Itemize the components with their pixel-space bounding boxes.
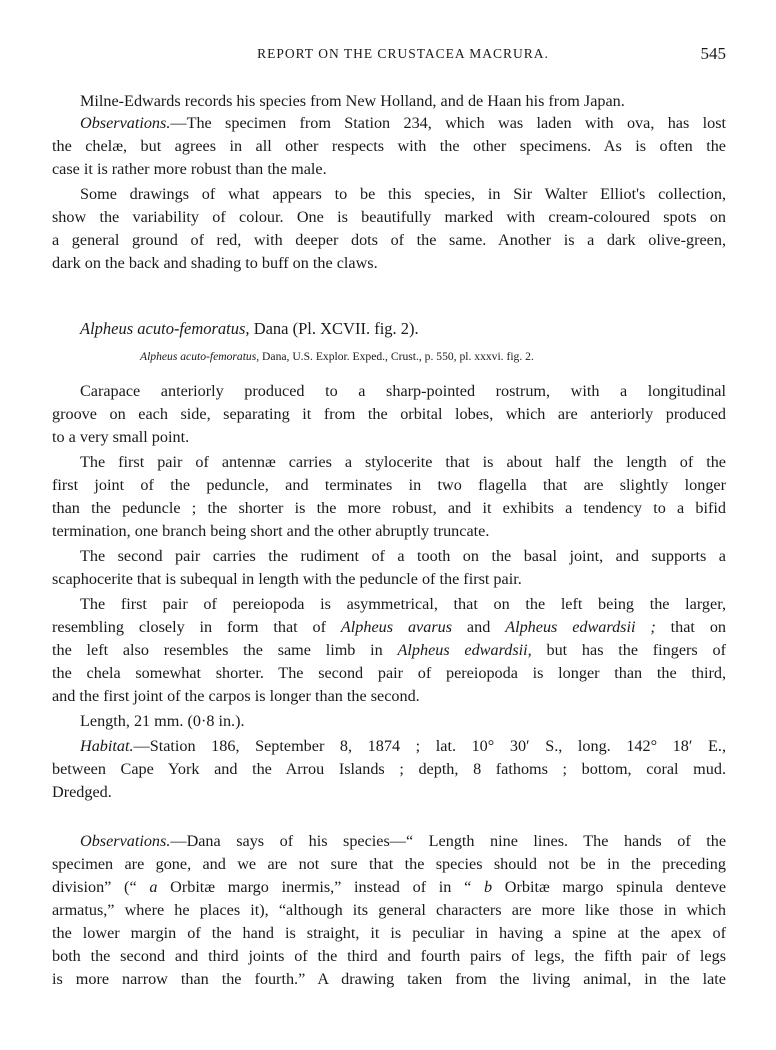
page-header [80,44,726,68]
text-line: groove on each side, separating it from the orbital lobes, which are anteriorly produced [52,405,726,423]
text-line: The second pair carries the rudiment of a tooth on the basal joint, and supports a [80,547,726,565]
text-line: between Cape York and the Arrou Islands ; depth, 8 fathoms ; bottom, coral mud. [52,760,726,778]
text-line: Dredged. [52,783,112,801]
text-line: Milne-Edwards records his species from New Holland, and de Haan his from Japan. [80,92,625,110]
text-line: termination, one branch being short and the other abruptly truncate. [52,522,490,540]
text-line: the chela somewhat shorter. The second pair of pereiopoda is longer than the third, [52,664,726,682]
text-line: specimen are gone, and we are not sure that the species should not be in the preceding [52,855,726,873]
species-authority: Dana (Pl. XCVII. fig. 2). [249,319,419,338]
text-line: Length, 21 mm. (0·8 in.). [80,712,245,730]
text-line: armatus,” where he places it), “although its general characters are more like those in which [52,901,726,919]
text-line: Some drawings of what appears to be this species, in Sir Walter Elliot's collection, [80,185,726,203]
text-line [80,830,726,852]
text-span: Orbitæ margo inermis,” instead of in “ [157,878,484,896]
synonym-citation: Dana, U.S. Explor. Exped., Crust., p. 550, pl. xxxvi. fig. 2. [259,350,534,363]
species-name: Alpheus avarus [340,618,453,636]
text-span: b [483,878,493,896]
synonymy-line [140,346,776,368]
run-in-heading: Observations. [80,832,171,850]
text-line: Carapace anteriorly produced to a sharp-pointed rostrum, with a longitudinal [80,382,726,400]
text-line: and the first joint of the carpos is longer than the second. [52,687,420,705]
text-line: to a very small point. [52,428,190,446]
text-line: The first pair of pereiopoda is asymmetrical, that on the left being the larger, [80,595,726,613]
text-line: The first pair of antennæ carries a stylocerite that is about half the length of the [80,453,726,471]
text-line: both the second and third joints of the third and fourth pairs of legs, the fifth pair of legs [52,947,726,965]
text-line: case it is rather more robust than the male. [52,160,327,178]
text-line [52,639,726,661]
text-line [80,112,726,134]
run-in-heading: Observations. [80,114,171,132]
text-span: and [452,618,506,636]
text-line: the lower margin of the hand is straight, it is peculiar in having a spine at the apex of [52,924,726,942]
text-line: scaphocerite that is subequal in length with the peduncle of the first pair. [52,570,522,588]
text-span: resembling closely in form that of [52,618,341,636]
text-line: the chelæ, but agrees in all other respects with the other specimens. As is often the [52,137,726,155]
text-span: a [149,878,158,896]
text-line: first joint of the peduncle, and terminates in two flagella that are slightly longer [52,476,726,494]
text-line [52,616,726,638]
text-span: the left also resembles the same limb in [52,641,398,659]
running-title: REPORT ON THE CRUSTACEA MACRURA. [257,46,549,61]
page-number: 545 [700,44,726,63]
text-line [80,735,726,757]
text-span: —Dana says of his species—“ Length nine lines. The hands of the [170,832,726,850]
species-name: Alpheus acuto-femoratus, [80,319,250,338]
species-name: Alpheus edwardsii, [397,641,532,659]
text-line: is more narrow than the fourth.” A drawing taken from the living animal, in the late [52,970,726,988]
text-span: but has the fingers of [531,641,726,659]
species-name: Alpheus edwardsii ; [505,618,656,636]
text-span: Orbitæ margo spinula denteve [492,878,727,896]
text-line [52,876,726,898]
text-line: than the peduncle ; the shorter is the more robust, and it exhibits a tendency to a bifid [52,499,726,517]
text-span: —Station 186, September 8, 1874 ; lat. 10° 30′ S., long. 142° 18′ E., [133,737,726,755]
text-line: a general ground of red, with deeper dots of the same. Another is a dark olive-green, [52,231,726,249]
run-in-heading: Habitat. [80,737,134,755]
text-span: —The specimen from Station 234, which was laden with ova, has lost [170,114,726,132]
text-span: division” (“ [52,878,150,896]
text-line: show the variability of colour. One is beautifully marked with cream-coloured spots on [52,208,726,226]
synonym-name: Alpheus acuto-femoratus, [140,350,260,363]
text-line: dark on the back and shading to buff on the claws. [52,254,378,272]
species-heading [80,318,754,340]
text-span: that on [655,618,727,636]
